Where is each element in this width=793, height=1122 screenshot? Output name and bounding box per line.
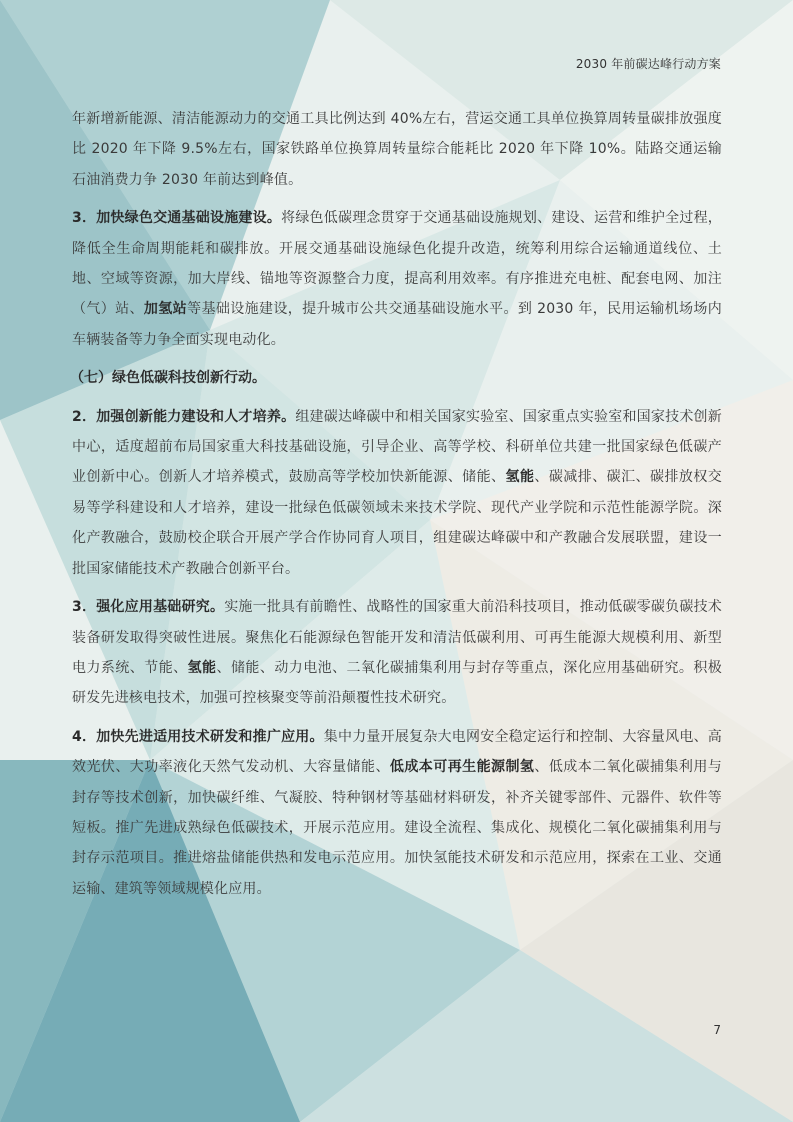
- emphasis-text: 低成本可再生能源制氢: [389, 759, 535, 776]
- emphasis-text: 氢能: [505, 469, 535, 486]
- paragraph-innovation-talent: [72, 402, 722, 584]
- paragraph-transport-targets: [72, 104, 722, 195]
- body-content: [72, 104, 722, 912]
- paragraph-text: 、碳减排、碳汇、碳排放权交易等学科建设和人才培养，建设一批绿色低碳领域未来技术学院、现代产业学院和示范性能源学院。深化产教融合，鼓励校企联合开展产学合作协同育人项目，组建碳达峰碳中和产教融合发展联盟，建设一批国家储能技术产教融合创新平台。: [72, 469, 723, 577]
- emphasis-text: 加氢站: [143, 301, 188, 318]
- section-heading: （七）绿色低碳科技创新行动。: [70, 370, 266, 387]
- paragraph-basic-research: [72, 592, 722, 714]
- paragraph-lead: 3．加快绿色交通基础设施建设。: [72, 210, 282, 227]
- paragraph-tech-deployment: [72, 722, 722, 904]
- paragraph-lead: 3．强化应用基础研究。: [72, 599, 225, 616]
- paragraph-text: 等基础设施建设，提升城市公共交通基础设施水平。到 2030 年，民用运输机场场内车辆装备等力争全面实现电动化。: [72, 301, 723, 348]
- paragraph-lead: 2．加强创新能力建设和人才培养。: [72, 408, 296, 425]
- paragraph-text: 年新增新能源、清洁能源动力的交通工具比例达到 40%左右，营运交通工具单位换算周转量碳排放强度比 2020 年下降 9.5%左右，国家铁路单位换算周转量综合能耗比 2020 年下降 10%。陆路交通运输石油消费力争 2030 年前达到峰值。: [72, 111, 722, 188]
- paragraph-text: 实施一批具有前瞻性、战略性的国家重大前沿科技项目，推动低碳零碳负碳技术装备研发取得突破性进展。聚焦化石能源绿色智能开发和清洁低碳利用、可再生能源大规模利用、新型电力系统、节能、: [72, 599, 722, 676]
- paragraph-text: 、储能、动力电池、二氧化碳捕集利用与封存等重点，深化应用基础研究。积极研发先进核电技术，加强可控核聚变等前沿颠覆性技术研究。: [72, 659, 723, 707]
- paragraph-green-transport-infrastructure: [72, 203, 722, 355]
- paragraph-lead: 4．加快先进适用技术研发和推广应用。: [72, 728, 324, 745]
- paragraph-text: 组建碳达峰碳中和相关国家实验室、国家重点实验室和国家技术创新中心，适度超前布局国家重大科技基础设施，引导企业、高等学校、科研单位共建一批国家绿色低碳产业创新中心。创新人才培养模式，鼓励高等学校加快新能源、储能、: [72, 408, 722, 486]
- paragraph-text: 、低成本二氧化碳捕集利用与封存等技术创新，加快碳纤维、气凝胶、特种钢材等基础材料研发，补齐关键零部件、元器件、软件等短板。推广先进成熟绿色低碳技术，开展示范应用。建设全流程、集成化、规模化二氧化碳捕集利用与封存示范项目。推进熔盐储能供热和发电示范应用。加快氢能技术研发和示范应用，探索在工业、交通运输、建筑等领域规模化应用。: [72, 759, 722, 897]
- page-number: 7: [713, 1023, 721, 1037]
- running-header: 2030 年前碳达峰行动方案: [575, 57, 721, 71]
- emphasis-text: 氢能: [187, 659, 217, 676]
- paragraph-text: 集中力量开展复杂大电网安全稳定运行和控制、大容量风电、高效光伏、大功率液化天然气发动机、大容量储能、: [72, 728, 722, 776]
- paragraph-text: 将绿色低碳理念贯穿于交通基础设施规划、建设、运营和维护全过程，降低全生命周期能耗和碳排放。开展交通基础设施绿色化提升改造，统筹利用综合运输通道线位、土地、空域等资源，加大岸线、锚地等资源整合力度，提高利用效率。有序推进充电桩、配套电网、加注（气）站、: [72, 210, 722, 318]
